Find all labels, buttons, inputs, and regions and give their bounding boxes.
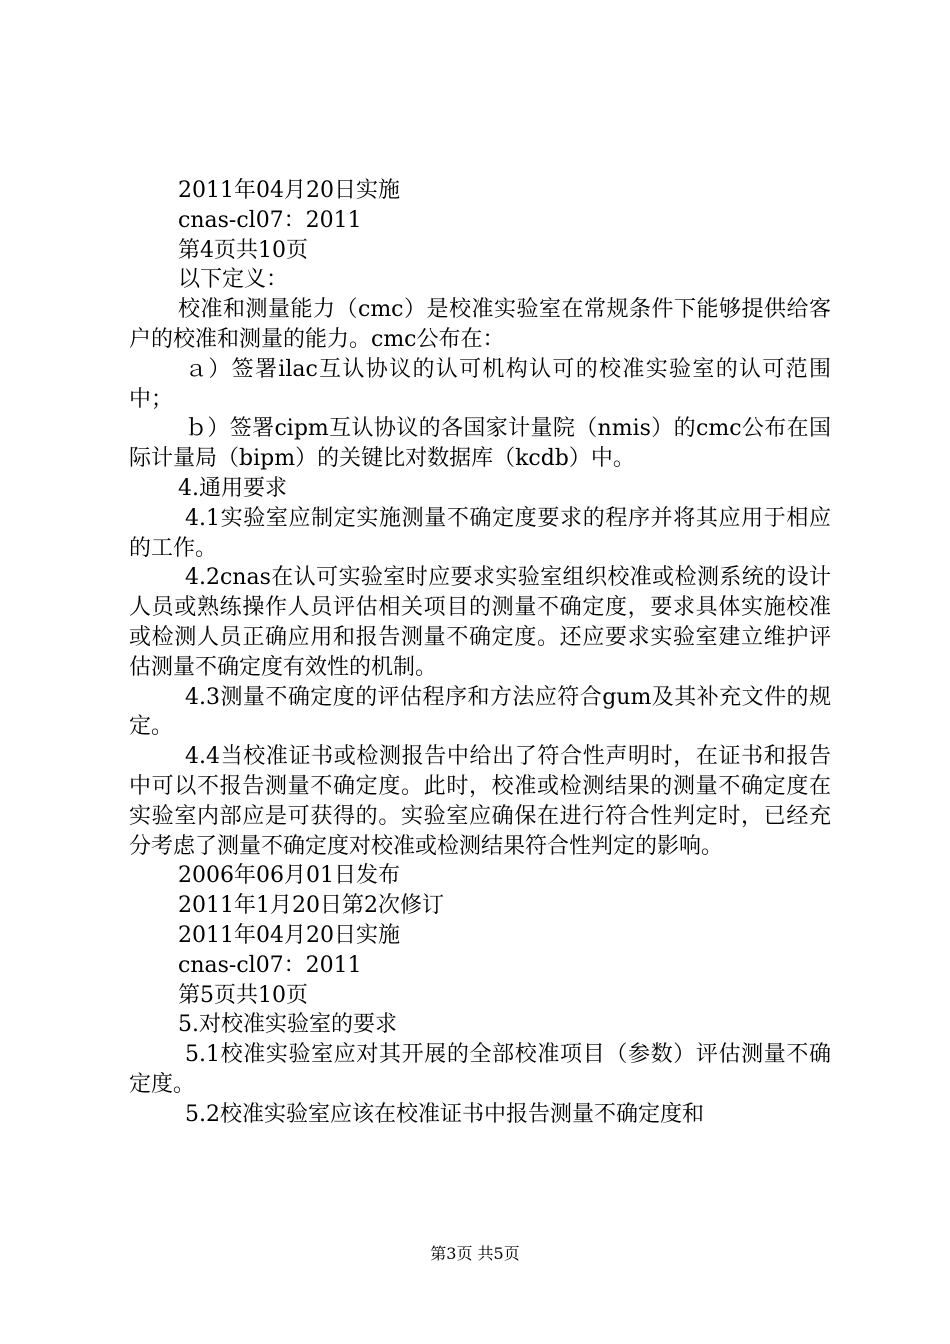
list-item-a: ａ）签署ilac互认协议的认可机构认可的校准实验室的认可范围中； <box>129 356 831 412</box>
clause-4-4: 4.4当校准证书或检测报告中给出了符合性声明时，在证书和报告中可以不报告测量不确定度。此时，校准或检测结果的测量不确定度在实验室内部应是可获得的。实验室应确保在进行符合性判定时，已经充分考虑了测量不确定度对校准或检测结果符合性判定的影响。 <box>129 744 831 859</box>
page-count-line: 第4页共10页 <box>178 237 308 263</box>
page-count-line-2: 第5页共10页 <box>178 982 308 1008</box>
effective-date-line-2: 2011年04月20日实施 <box>178 922 400 948</box>
clause-4-3: 4.3测量不确定度的评估程序和方法应符合gum及其补充文件的规定。 <box>129 684 831 740</box>
clause-5-1: 5.1校准实验室应对其开展的全部校准项目（参数）评估测量不确定度。 <box>129 1042 831 1097</box>
document-code-line-2: cnas-cl07：2011 <box>178 952 362 978</box>
definition-intro: 以下定义： <box>178 267 289 293</box>
section-heading-5: 5.对校准实验室的要求 <box>178 1012 397 1038</box>
clause-5-2: 5.2校准实验室应该在校准证书中报告测量不确定度和 <box>185 1101 704 1127</box>
clause-4-1: 4.1实验室应制定实施测量不确定度要求的程序并将其应用于相应的工作。 <box>129 505 831 561</box>
document-body <box>129 176 831 1130</box>
revision-date-line: 2011年1月20日第2次修订 <box>178 893 444 919</box>
section-heading-4: 4.通用要求 <box>178 475 287 501</box>
cmc-definition-paragraph: 校准和测量能力（cmc）是校准实验室在常规条件下能够提供给客户的校准和测量的能力。cmc公布在： <box>129 297 831 352</box>
document-code-line: cnas-cl07：2011 <box>178 207 362 233</box>
list-item-b: ｂ）签署cipm互认协议的各国家计量院（nmis）的cmc公布在国际计量局（bipm）的关键比对数据库（kcdb）中。 <box>129 416 831 472</box>
clause-4-2: 4.2cnas在认可实验室时应要求实验室组织校准或检测系统的设计人员或熟练操作人员评估相关项目的测量不确定度，要求具体实施校准或检测人员正确应用和报告测量不确定度。还应要求实验室建立维护评估测量不确定度有效性的机制。 <box>129 565 831 680</box>
effective-date-line: 2011年04月20日实施 <box>178 178 400 203</box>
page-footer: 第3页 共5页 <box>430 1244 520 1263</box>
issue-date-line: 2006年06月01日发布 <box>178 863 400 889</box>
